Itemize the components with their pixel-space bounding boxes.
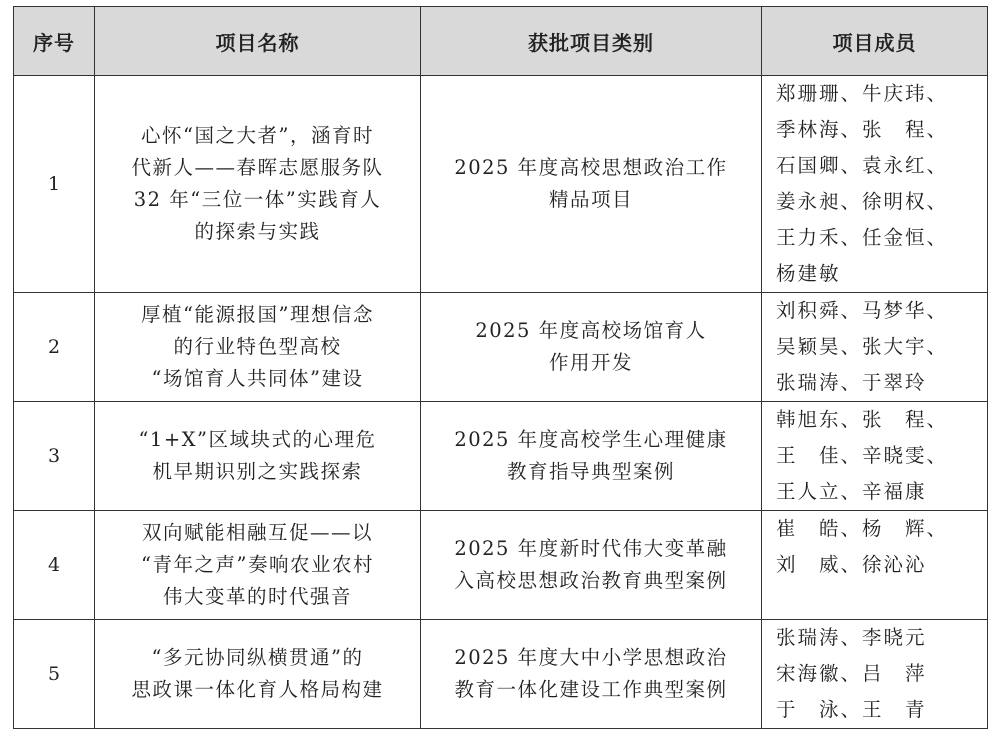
- category-line: 2025 年度新时代伟大变革融: [454, 537, 728, 560]
- header-project-name: 项目名称: [95, 7, 421, 76]
- row-seq: 2: [14, 293, 95, 402]
- row-seq: 4: [14, 511, 95, 620]
- name-line: 机早期识别之实践探索: [152, 460, 363, 483]
- row-members: [762, 511, 988, 620]
- member-line: 于 泳、王 青: [776, 698, 927, 721]
- row-seq: 3: [14, 402, 95, 511]
- member-line: 张瑞涛、李晓元: [776, 626, 927, 649]
- row-members: [762, 620, 988, 729]
- table-row: [14, 293, 988, 402]
- name-line: 的行业特色型高校: [173, 335, 342, 358]
- row-project-name: [95, 511, 421, 620]
- header-members: 项目成员: [762, 7, 988, 76]
- name-line: 代新人——春晖志愿服务队: [131, 156, 384, 179]
- table-row: [14, 402, 988, 511]
- category-line: 教育指导典型案例: [506, 460, 675, 483]
- member-line: 崔 皓、杨 辉、: [776, 517, 949, 540]
- member-line: 刘 威、徐沁沁: [776, 553, 927, 576]
- table-row: [14, 76, 988, 293]
- name-line: “多元协同纵横贯通”的: [151, 646, 364, 669]
- category-line: 入高校思想政治教育典型案例: [454, 569, 728, 592]
- category-line: 教育一体化建设工作典型案例: [454, 678, 728, 701]
- row-members: [762, 293, 988, 402]
- member-line: 吴颖昊、张大宇、: [776, 335, 949, 358]
- category-line: 2025 年度大中小学思想政治: [454, 646, 728, 669]
- project-table: [13, 6, 988, 729]
- member-line: 季林海、张 程、: [776, 118, 949, 141]
- member-line: 姜永昶、徐明权、: [776, 190, 949, 213]
- row-project-name: [95, 76, 421, 293]
- row-project-name: [95, 402, 421, 511]
- name-line: “1+X”区域块式的心理危: [138, 428, 377, 451]
- member-line: 刘积舜、马梦华、: [776, 299, 949, 322]
- category-line: 2025 年度高校学生心理健康: [454, 428, 728, 451]
- category-line: 2025 年度高校场馆育人: [475, 319, 707, 342]
- name-line: 的探索与实践: [194, 220, 321, 243]
- member-line: 王 佳、辛晓雯、: [776, 444, 949, 467]
- row-category: [421, 293, 762, 402]
- category-line: 2025 年度高校思想政治工作: [454, 156, 728, 179]
- member-line: 王人立、辛福康: [776, 480, 927, 503]
- table-row: [14, 511, 988, 620]
- member-line: 韩旭东、张 程、: [776, 408, 949, 431]
- header-category: 获批项目类别: [421, 7, 762, 76]
- name-line: 思政课一体化育人格局构建: [131, 678, 384, 701]
- member-line: 杨建敏: [776, 262, 841, 285]
- category-line: 精品项目: [548, 188, 633, 211]
- row-members: [762, 76, 988, 293]
- row-category: [421, 76, 762, 293]
- row-category: [421, 402, 762, 511]
- row-category: [421, 620, 762, 729]
- table-row: [14, 620, 988, 729]
- row-project-name: [95, 293, 421, 402]
- row-category: [421, 511, 762, 620]
- name-line: 心怀“国之大者”，涵育时: [141, 124, 374, 147]
- name-line: “场馆育人共同体”建设: [151, 367, 364, 390]
- name-line: 厚植“能源报国”理想信念: [141, 303, 374, 326]
- member-line: 宋海徽、吕 萍: [776, 662, 927, 685]
- category-line: 作用开发: [548, 351, 633, 374]
- member-line: 石国卿、袁永红、: [776, 154, 949, 177]
- header-seq: 序号: [14, 7, 95, 76]
- row-members: [762, 402, 988, 511]
- name-line: “青年之声”奏响农业农村: [141, 553, 374, 576]
- member-line: 郑珊珊、牛庆玮、: [776, 82, 949, 105]
- row-seq: 1: [14, 76, 95, 293]
- name-line: 伟大变革的时代强音: [162, 585, 352, 608]
- name-line: 双向赋能相融互促——以: [141, 521, 373, 544]
- name-line: 32 年“三位一体”实践育人: [133, 188, 382, 211]
- member-line: 张瑞涛、于翠玲: [776, 371, 927, 394]
- member-line: 王力禾、任金恒、: [776, 226, 949, 249]
- header-row: [14, 7, 988, 76]
- row-project-name: [95, 620, 421, 729]
- row-seq: 5: [14, 620, 95, 729]
